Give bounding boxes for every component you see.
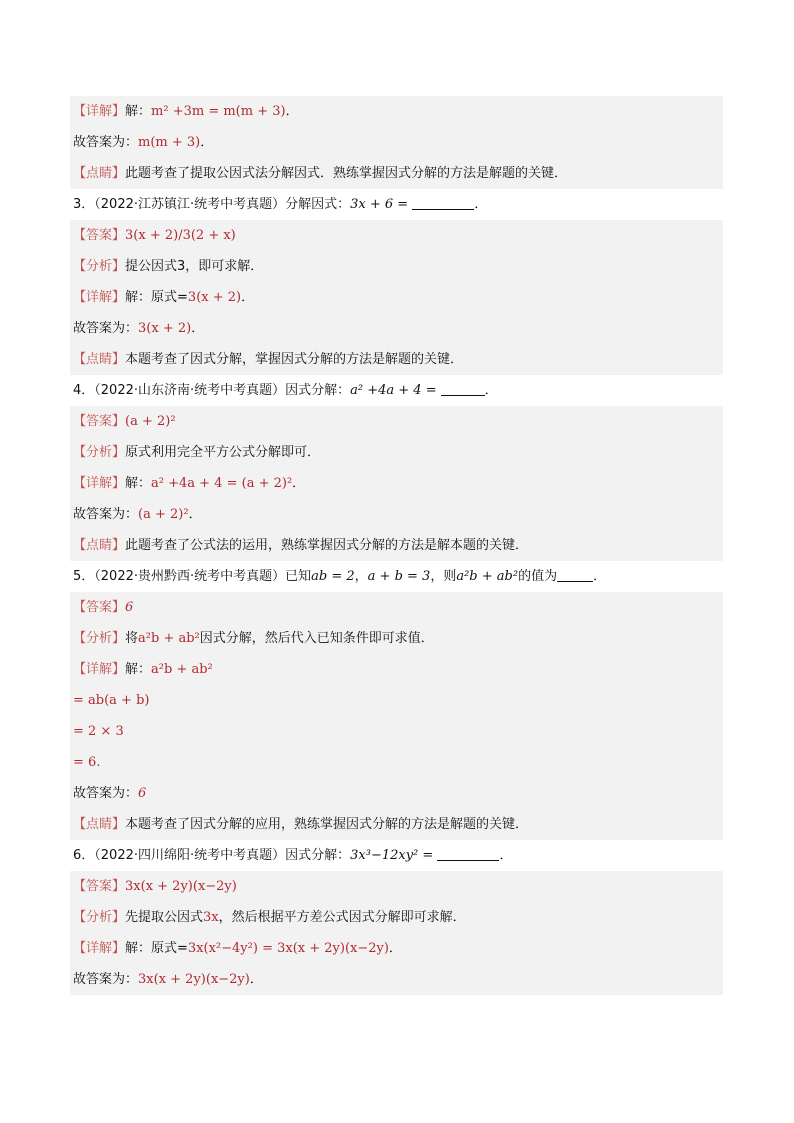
question-5: 5．（2022·贵州黔西·统考中考真题）已知ab = 2，a + b = 3，则a²b + ab²的值为 ． [73,569,607,584]
period: ． [499,848,513,863]
answer-row [70,592,723,623]
detail-math: 3x(x²−4y²) = 3x(x + 2y)(x−2y) [187,941,389,956]
answer-tag: 【答案】 [73,228,126,243]
step-math: = 2 × 3 [73,724,124,739]
condition-1: ab = 2 [311,569,355,584]
comment-text: 此题考查了提取公因式法分解因式．熟练掌握因式分解的方法是解题的关键． [125,166,568,181]
comment-row [70,530,723,561]
detail-tag: 【详解】 [73,941,126,956]
therefore-label: 故答案为： [73,972,139,987]
detail-tag: 【详解】 [73,104,126,119]
question-suffix: 的值为 [518,569,558,584]
period: ． [200,135,214,150]
analysis-tag: 【分析】 [73,631,126,646]
step-math: = 6. [73,755,101,770]
question-mid: ，则 [430,569,457,584]
period: ． [249,972,263,987]
analysis-row [70,902,723,933]
answer-tag: 【答案】 [73,600,126,615]
period: ． [188,507,202,522]
analysis-pre: 先提取公因式 [125,910,204,925]
detail-tag: 【详解】 [73,662,126,677]
therefore-row [70,778,723,809]
detail-math: a²b + ab² [151,662,213,677]
analysis-math: a²b + ab² [138,631,200,646]
comment-text: 本题考查了因式分解的应用，熟练掌握因式分解的方法是解题的关键． [125,817,529,832]
answer-blank [437,848,499,861]
question-prefix: 5．（2022·贵州黔西·统考中考真题）已知 [73,569,312,584]
question-math: a² +4a + 4 = [350,383,437,398]
therefore-math: 6 [138,786,147,801]
jie-label: 解： [125,476,152,491]
detail-tag: 【详解】 [73,476,126,491]
answer-blank [412,197,474,210]
therefore-label: 故答案为： [73,786,139,801]
analysis-tag: 【分析】 [73,910,126,925]
analysis-pre: 将 [125,631,139,646]
period: ． [388,941,402,956]
answer-row [70,871,723,902]
step-math: = ab(a + b) [73,693,150,708]
therefore-label: 故答案为： [73,135,139,150]
period: ． [241,290,255,305]
therefore-math: (a + 2)² [138,507,189,522]
detail-row [70,654,723,685]
therefore-row [70,499,723,530]
analysis-row [70,437,723,468]
comment-tag: 【点睛】 [73,817,126,832]
comment-row [70,344,723,375]
question-6 [70,840,723,871]
analysis-math: 3x [203,910,219,925]
detail-tag: 【详解】 [73,290,126,305]
detail-row [70,282,723,313]
jie-label: 解： [125,662,152,677]
therefore-row [70,313,723,344]
detail-math: a² +4a + 4 = (a + 2)² [151,476,293,491]
condition-2: a + b = 3 [367,569,431,584]
comment-row [70,158,723,189]
answer-row [70,406,723,437]
detail-math: m² +3m = m(m + 3) [151,104,286,119]
question-4 [70,375,723,406]
answer-math: 3x(x + 2y)(x−2y) [125,879,237,894]
answer-math: 6 [125,600,134,615]
detail-step [70,716,723,747]
question-3 [70,189,723,220]
period: ． [484,383,498,398]
therefore-label: 故答案为： [73,507,139,522]
analysis-post: ，然后根据平方差公式因式分解即可求解． [218,910,466,925]
analysis-tag: 【分析】 [73,259,126,274]
comment-row [70,809,723,840]
analysis-tag: 【分析】 [73,445,126,460]
question-expr: a²b + ab² [456,569,519,584]
detail-row [70,468,723,499]
comment-tag: 【点睛】 [73,538,126,553]
answer-blank [441,383,485,396]
analysis-post: 因式分解，然后代入已知条件即可求值． [199,631,434,646]
period: ． [191,321,205,336]
question-prefix: 6．（2022·四川绵阳·统考中考真题）因式分解： [73,848,351,863]
analysis-text: 原式利用完全平方公式分解即可． [125,445,321,460]
therefore-math: m(m + 3) [138,135,201,150]
comment-tag: 【点睛】 [73,352,126,367]
period: ． [285,104,299,119]
solution-document [70,96,723,995]
question-math: 3x³−12xy² = [350,848,434,863]
answer-math: 3(x + 2)/3(2 + x) [125,228,236,243]
period: ． [292,476,306,491]
answer-math: (a + 2)² [125,414,176,429]
therefore-math: 3x(x + 2y)(x−2y) [138,972,250,987]
comment-text: 此题考查了公式法的运用，熟练掌握因式分解的方法是解本题的关键． [125,538,529,553]
question-prefix: 3．（2022·江苏镇江·统考中考真题）分解因式： [73,197,351,212]
detail-row [70,96,723,127]
jie-label: 解： [125,104,152,119]
therefore-label: 故答案为： [73,321,139,336]
question-prefix: 4．（2022·山东济南·统考中考真题）因式分解： [73,383,351,398]
answer-tag: 【答案】 [73,879,126,894]
comment-tag: 【点睛】 [73,166,126,181]
analysis-row [70,251,723,282]
analysis-text: 提公因式3，即可求解． [125,259,264,274]
detail-step [70,685,723,716]
jie-label: 解：原式= [125,290,188,305]
therefore-math: 3(x + 2) [138,321,192,336]
answer-tag: 【答案】 [73,414,126,429]
detail-math: 3(x + 2) [187,290,242,305]
therefore-row [70,964,723,995]
answer-blank [557,569,593,582]
detail-row [70,933,723,964]
question-math: 3x + 6 = [350,197,409,212]
period: ． [474,197,488,212]
analysis-row [70,623,723,654]
jie-label: 解：原式= [125,941,188,956]
answer-row [70,220,723,251]
period: ． [593,569,607,584]
therefore-row [70,127,723,158]
comment-text: 本题考查了因式分解，掌握因式分解的方法是解题的关键． [125,352,464,367]
detail-step [70,747,723,778]
